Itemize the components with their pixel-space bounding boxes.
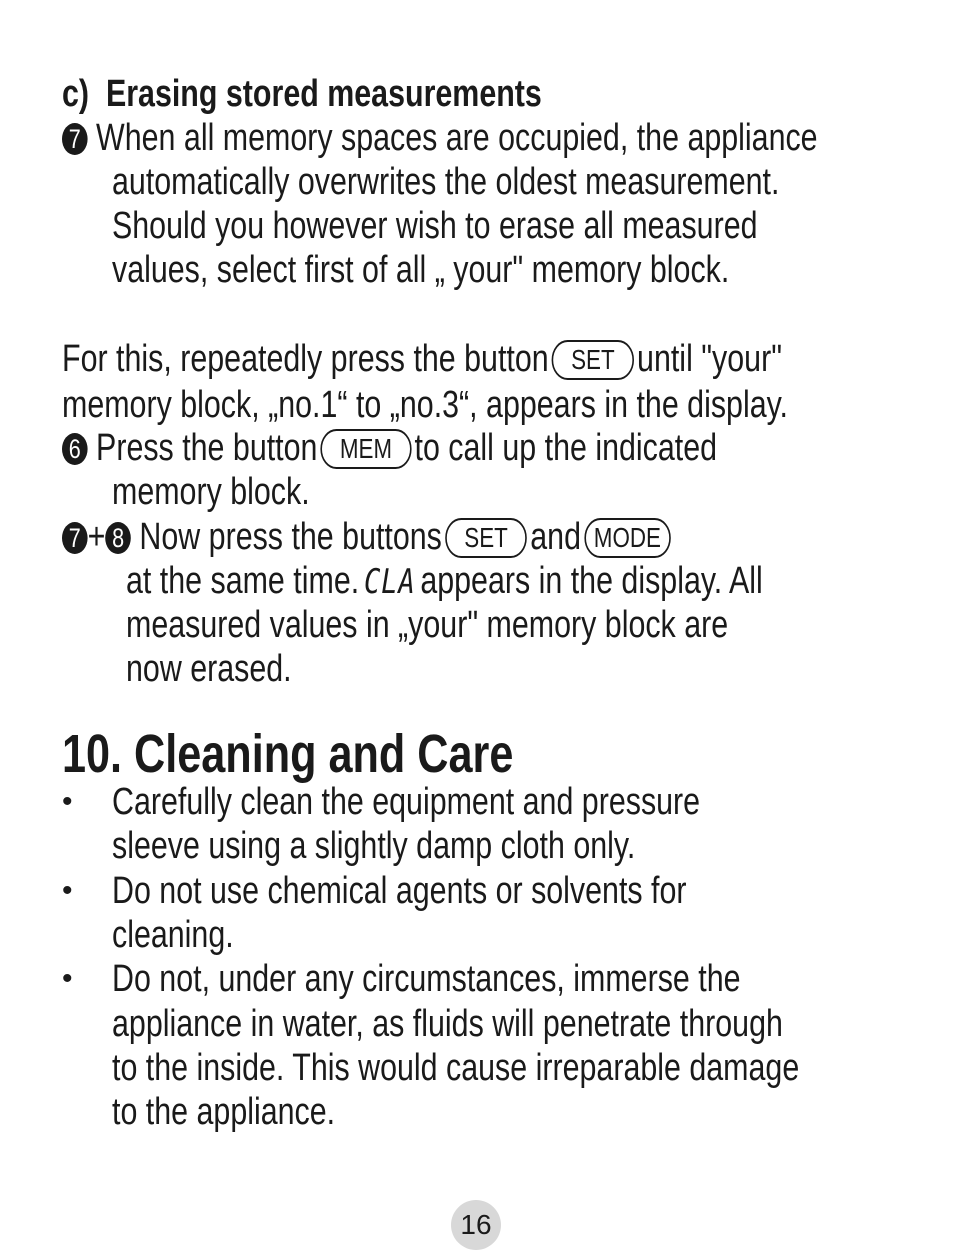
para2-text-line2: memory block, „no.1“ to „no.3“, appears in the display.	[62, 384, 788, 426]
list-item: Carefully clean the equipment and pressure	[112, 781, 701, 823]
step78-line-1	[62, 515, 827, 559]
bullet-3-line-2	[112, 1002, 951, 1046]
step6-line-2	[112, 470, 359, 514]
bullet-3-line-3	[112, 1046, 954, 1090]
bullet-2-line-2	[112, 913, 264, 957]
step7-line-1	[62, 116, 954, 160]
section-c-label: c)	[62, 73, 90, 115]
step-6-circle-icon: 6	[62, 433, 88, 465]
list-item: sleeve using a slightly damp cloth only.	[112, 825, 636, 867]
step-8-circle-icon: 8	[105, 522, 131, 554]
section-c-title: Erasing stored measurements	[105, 73, 542, 115]
list-item: Do not, under any circumstances, immerse the	[112, 958, 741, 1000]
step-7-circle-icon: 7	[62, 123, 88, 155]
step78-text-line2-b: appears in the display. All	[420, 560, 763, 602]
step78-text-a: Now press the buttons	[139, 516, 442, 558]
mem-button-symbol: MEM	[321, 429, 412, 469]
cla-display-symbol: CLA	[363, 562, 416, 602]
bullet-3-line-1	[112, 957, 898, 1001]
step6-text-line2: memory block.	[112, 471, 310, 513]
list-item: to the inside. This would cause irreparable damage	[112, 1047, 800, 1089]
step7-line-3	[112, 204, 919, 248]
step78-text-line3: measured values in „your" memory block are	[126, 604, 729, 646]
step78-line-2	[126, 559, 922, 603]
para1-line-3: Should you however wish to erase all measured	[112, 205, 758, 247]
section-10-heading	[62, 724, 626, 784]
step-7-circle-icon: 7	[62, 522, 88, 554]
list-item: appliance in water, as fluids will penetrate through	[112, 1003, 783, 1045]
list-item: cleaning.	[112, 914, 234, 956]
bullet-1-line-2	[112, 824, 766, 868]
step78-line-3	[126, 603, 879, 647]
step7-line-2	[112, 160, 946, 204]
section-c-heading	[62, 72, 662, 116]
list-item: to the appliance.	[112, 1091, 336, 1133]
step6-text-a: Press the button	[96, 427, 318, 469]
step78-text-line2-a: at the same time.	[126, 560, 360, 602]
bullet-3-marker: •	[62, 962, 73, 995]
list-item: Do not use chemical agents or solvents for	[112, 870, 687, 912]
set-button-symbol: SET	[445, 518, 527, 558]
bullet-1-marker: •	[62, 785, 73, 818]
bullet-2-marker: •	[62, 874, 73, 907]
para2-text-a: For this, repeatedly press the button	[62, 338, 549, 380]
page-number: 16	[451, 1200, 501, 1250]
step78-plus: +	[87, 516, 106, 558]
bullet-3-line-4	[112, 1090, 391, 1134]
set-button-symbol: SET	[552, 340, 634, 380]
para1-line-4: values, select first of all „ your" memory block.	[112, 249, 730, 291]
step78-line-4	[126, 647, 333, 691]
bullet-2-line-1	[112, 869, 830, 913]
para1-line-2: automatically overwrites the oldest measurement.	[112, 161, 780, 203]
step7-line-4	[112, 248, 884, 292]
para2-line-1	[62, 337, 954, 381]
step78-and: and	[530, 516, 581, 558]
para2-text-b: until "your"	[637, 338, 782, 380]
para1-line-1: When all memory spaces are occupied, the appliance	[96, 117, 818, 159]
step6-line-1	[62, 426, 881, 470]
para2-line-2	[62, 383, 954, 427]
mode-button-symbol: MODE	[584, 518, 670, 558]
bullet-1-line-1	[112, 780, 847, 824]
step78-text-line4: now erased.	[126, 648, 292, 690]
step6-text-b: to call up the indicated	[414, 427, 718, 469]
section-10-title: 10. Cleaning and Care	[62, 724, 514, 784]
